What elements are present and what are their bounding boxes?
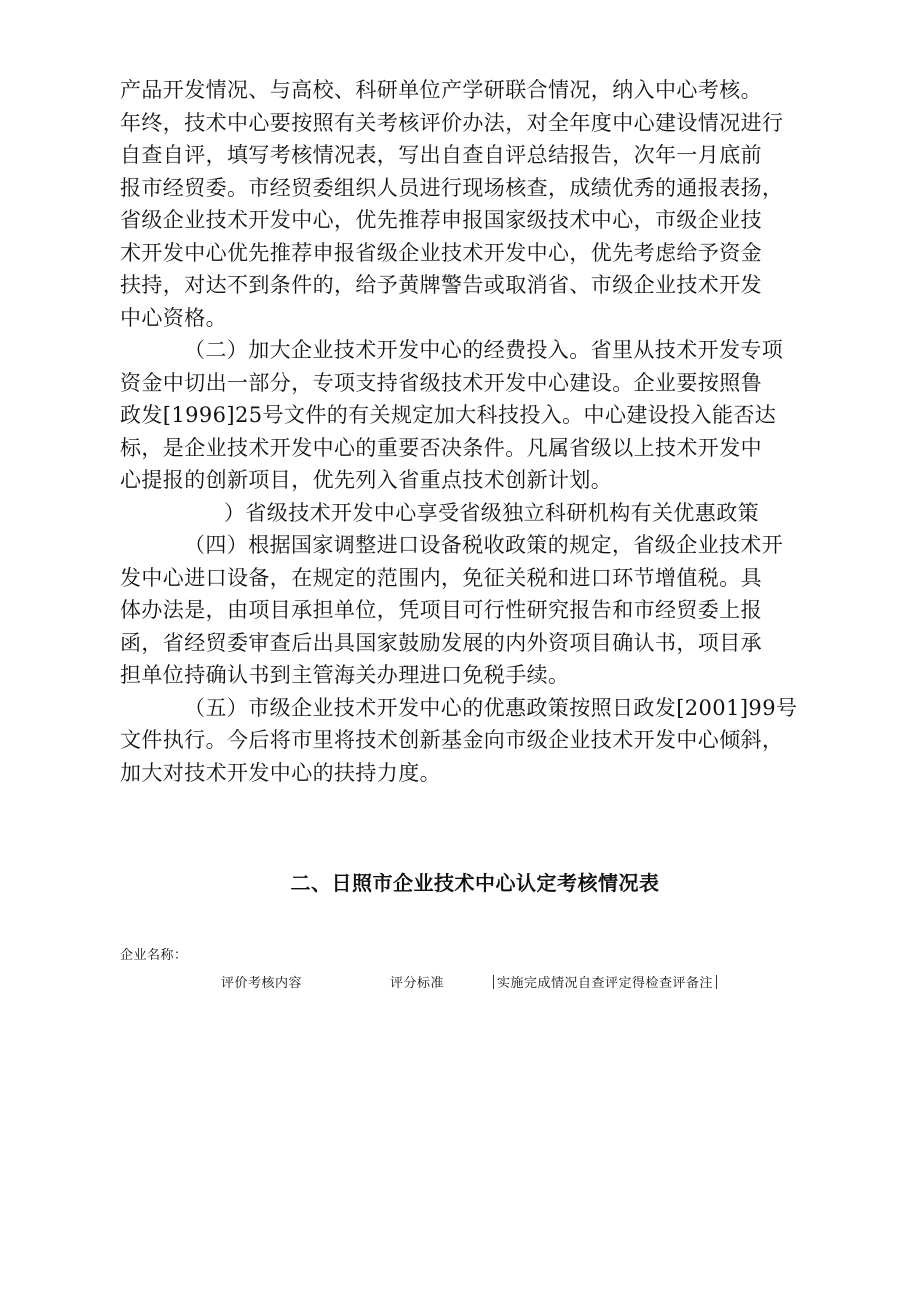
paragraph-line: （五）市级企业技术开发中心的优惠政策按照日政发[2001]99号: [184, 695, 798, 720]
paragraph-line: ）省级技术开发中心享受省级独立科研机构有关优惠政策: [224, 500, 759, 525]
table-header-rest: [490, 972, 720, 991]
table-header-rest-label: 实施完成情况自查评定得检查评备注: [497, 976, 714, 991]
column-divider: [716, 975, 717, 989]
paragraph-line: 政发[1996]25号文件的有关规定加大科技投入。中心建设投入能否达: [120, 403, 777, 427]
paragraph-line: （二）加大企业技术开发中心的经费投入。省里从技术开发专项: [184, 338, 784, 362]
paragraph-line: 报市经贸委。市经贸委组织人员进行现场核查，成绩优秀的通报表扬，: [120, 175, 784, 200]
section-title: 二、日照市企业技术中心认定考核情况表: [290, 871, 660, 895]
paragraph-line: 体办法是，由项目承担单位，凭项目可行性研究报告和市经贸委上报: [120, 598, 762, 622]
paragraph-line: 产品开发情况、与高校、科研单位产学研联合情况，纳入中心考核。: [120, 78, 762, 102]
paragraph-line: 文件执行。今后将市里将技术创新基金向市级企业技术开发中心倾斜，: [120, 728, 784, 752]
paragraph-line: 自查自评，填写考核情况表，写出自查自评总结报告，次年一月底前: [120, 143, 762, 167]
table-header-standard: 评分标准: [390, 976, 445, 991]
paragraph-line: 资金中切出一部分，专项支持省级技术开发中心建设。企业要按照鲁: [120, 370, 762, 395]
table-header-content: 评价考核内容: [221, 976, 303, 991]
paragraph-line: 标，是企业技术开发中心的重要否决条件。凡属省级以上技术开发中: [120, 435, 762, 460]
paragraph-line: 发中心进口设备，在规定的范围内，免征关税和进口环节增值税。具: [120, 565, 762, 590]
paragraph-line: 扶持，对达不到条件的，给予黄牌警告或取消省、市级企业技术开发: [120, 273, 762, 297]
column-divider: [493, 975, 494, 989]
company-name-label: 企业名称：: [120, 948, 188, 963]
paragraph-line: （四）根据国家调整进口设备税收政策的规定，省级企业技术开: [184, 533, 784, 557]
paragraph-line: 加大对技术开发中心的扶持力度。: [120, 760, 441, 785]
paragraph-line: 心提报的创新项目，优先列入省重点技术创新计划。: [120, 468, 613, 492]
paragraph-line: 中心资格。: [120, 305, 227, 330]
paragraph-line: 年终，技术中心要按照有关考核评价办法，对全年度中心建设情况进行: [120, 110, 784, 135]
body-text: [120, 74, 810, 789]
paragraph-line: 术开发中心优先推荐申报省级企业技术开发中心，优先考虑给予资金: [120, 240, 762, 265]
paragraph-line: 函，省经贸委审查后出具国家鼓励发展的内外资项目确认书，项目承: [120, 630, 762, 655]
paragraph-line: 担单位持确认书到主管海关办理进口免税手续。: [120, 663, 570, 687]
paragraph-line: 省级企业技术开发中心，优先推荐申报国家级技术中心，市级企业技: [120, 208, 762, 232]
